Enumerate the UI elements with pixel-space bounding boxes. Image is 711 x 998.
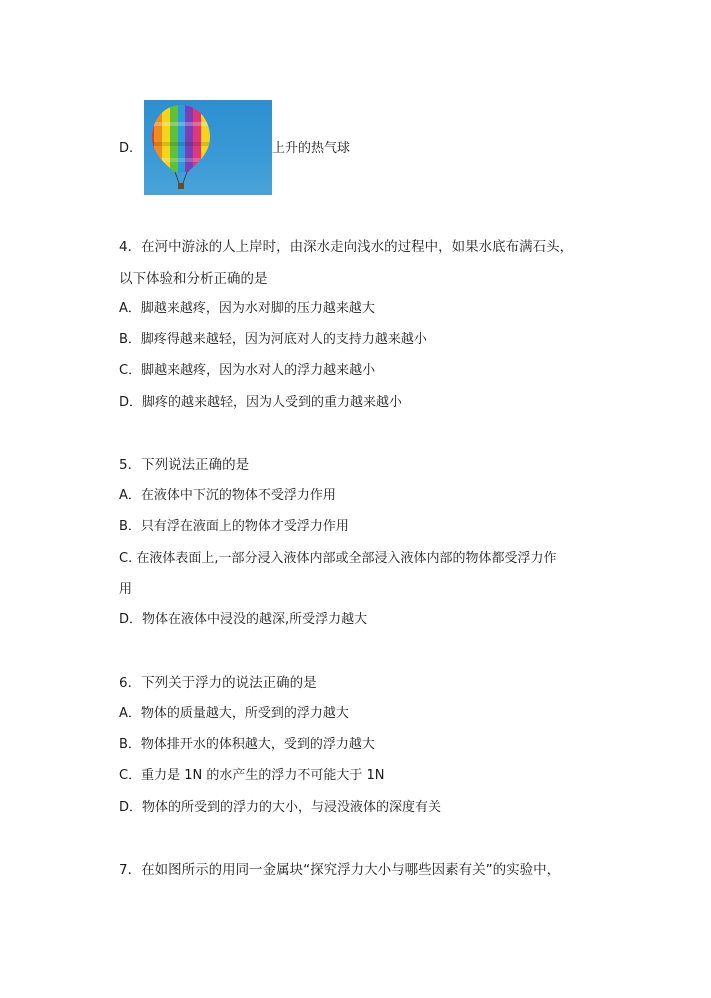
question-5-option-a: A．在液体中下沉的物体不受浮力作用 (119, 488, 336, 503)
question-5-option-c: C. 在液体表面上,一部分浸入液体内部或全部浸入液体内部的物体都受浮力作 (119, 551, 557, 566)
hot-air-balloon-icon (144, 100, 272, 195)
question-6-option-c: C．重力是 1N 的水产生的浮力不可能大于 1N (119, 768, 385, 783)
question-4-stem-line-2: 以下体验和分析正确的是 (119, 271, 268, 287)
question-7-stem: 7．在如图所示的用同一金属块“探究浮力大小与哪些因素有关”的实验中， (119, 862, 561, 878)
question-6-stem: 6．下列关于浮力的说法正确的是 (119, 675, 317, 691)
question-6-option-a: A．物体的质量越大，所受到的浮力越大 (119, 706, 349, 721)
option-d-letter: D. (119, 141, 134, 156)
question-5-stem: 5．下列说法正确的是 (119, 457, 250, 473)
question-6-option-b: B．物体排开水的体积越大，受到的浮力越大 (119, 737, 375, 752)
question-6-option-d: D．物体的所受到的浮力的大小，与浸没液体的深度有关 (119, 800, 442, 815)
question-4-stem-line-1: 4．在河中游泳的人上岸时，由深水走向浅水的过程中，如果水底布满石头， (119, 239, 574, 255)
question-4-option-b: B．脚疼得越来越轻，因为河底对人的支持力越来越小 (119, 332, 427, 347)
option-d-caption: 上升的热气球 (272, 141, 351, 156)
question-4-option-d: D．脚疼的越来越轻，因为人受到的重力越来越小 (119, 395, 403, 410)
question-4-option-a: A．脚越来越疼，因为水对脚的压力越来越大 (119, 301, 375, 316)
question-4-option-c: C．脚越来越疼，因为水对人的浮力越来越小 (119, 363, 376, 378)
question-5-option-c-continued: 用 (119, 582, 133, 597)
question-5-option-d: D．物体在液体中浸没的越深,所受浮力越大 (119, 612, 368, 627)
question-5-option-b: B．只有浮在液面上的物体才受浮力作用 (119, 519, 349, 534)
hot-air-balloon-image (144, 100, 272, 195)
